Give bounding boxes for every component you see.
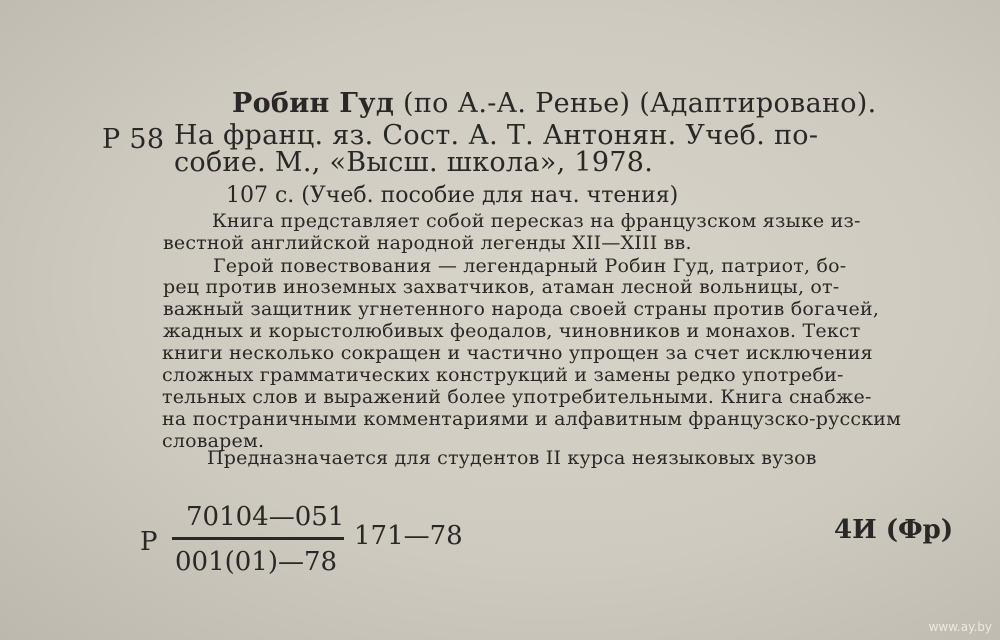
watermark: www.ay.by bbox=[928, 620, 992, 634]
price-letter: Р bbox=[140, 527, 158, 557]
annotation-line: Герой повествования — легендарный Робин Гуд, патриот, бо- bbox=[213, 255, 847, 277]
annotation-line: словарем. bbox=[162, 430, 265, 452]
pages-line: 107 с. (Учеб. пособие для нач. чтения) bbox=[226, 183, 679, 208]
annotation-line: книги несколько сокращен и частично упрощен за счет исключения bbox=[162, 342, 873, 364]
compiler-line: На франц. яз. Сост. А. Т. Антонян. Учеб. по- bbox=[174, 120, 819, 151]
code-index: Р 58 bbox=[102, 124, 165, 155]
annotation-line: тельных слов и выражений более употребительными. Книга снабже- bbox=[162, 386, 872, 408]
audience-line: Предназначается для студентов II курса неязыковых вузов bbox=[207, 447, 817, 469]
fraction-numerator: 70104—051 bbox=[186, 502, 345, 532]
annotation-line: Книга представляет собой пересказ на французском языке из- bbox=[212, 210, 861, 232]
title-line bbox=[232, 88, 877, 119]
annotation-line: рец против иноземных захватчиков, атаман лесной вольницы, от- bbox=[163, 276, 840, 298]
annotation-line: важный защитник угнетенного народа своей страны против богачей, bbox=[163, 298, 880, 320]
classification-index: 4И (Фр) bbox=[834, 515, 954, 545]
annotation-line: вестной английской народной легенды XII—XIII вв. bbox=[163, 232, 692, 254]
title-details: (по А.-А. Ренье) (Адаптировано). bbox=[394, 88, 877, 119]
fraction-denominator: 001(01)—78 bbox=[175, 547, 338, 577]
fraction-bar bbox=[172, 537, 344, 540]
publisher-line: собие. М., «Высш. школа», 1978. bbox=[174, 147, 654, 178]
annotation-line: на постраничными комментариями и алфавитным французско-русским bbox=[162, 408, 902, 430]
order-number: 171—78 bbox=[354, 521, 463, 551]
annotation-line: жадных и корыстолюбивых феодалов, чиновников и монахов. Текст bbox=[163, 320, 861, 342]
book-title: Робин Гуд bbox=[232, 88, 395, 119]
annotation-line: сложных грамматических конструкций и замены редко употреби- bbox=[162, 364, 844, 386]
